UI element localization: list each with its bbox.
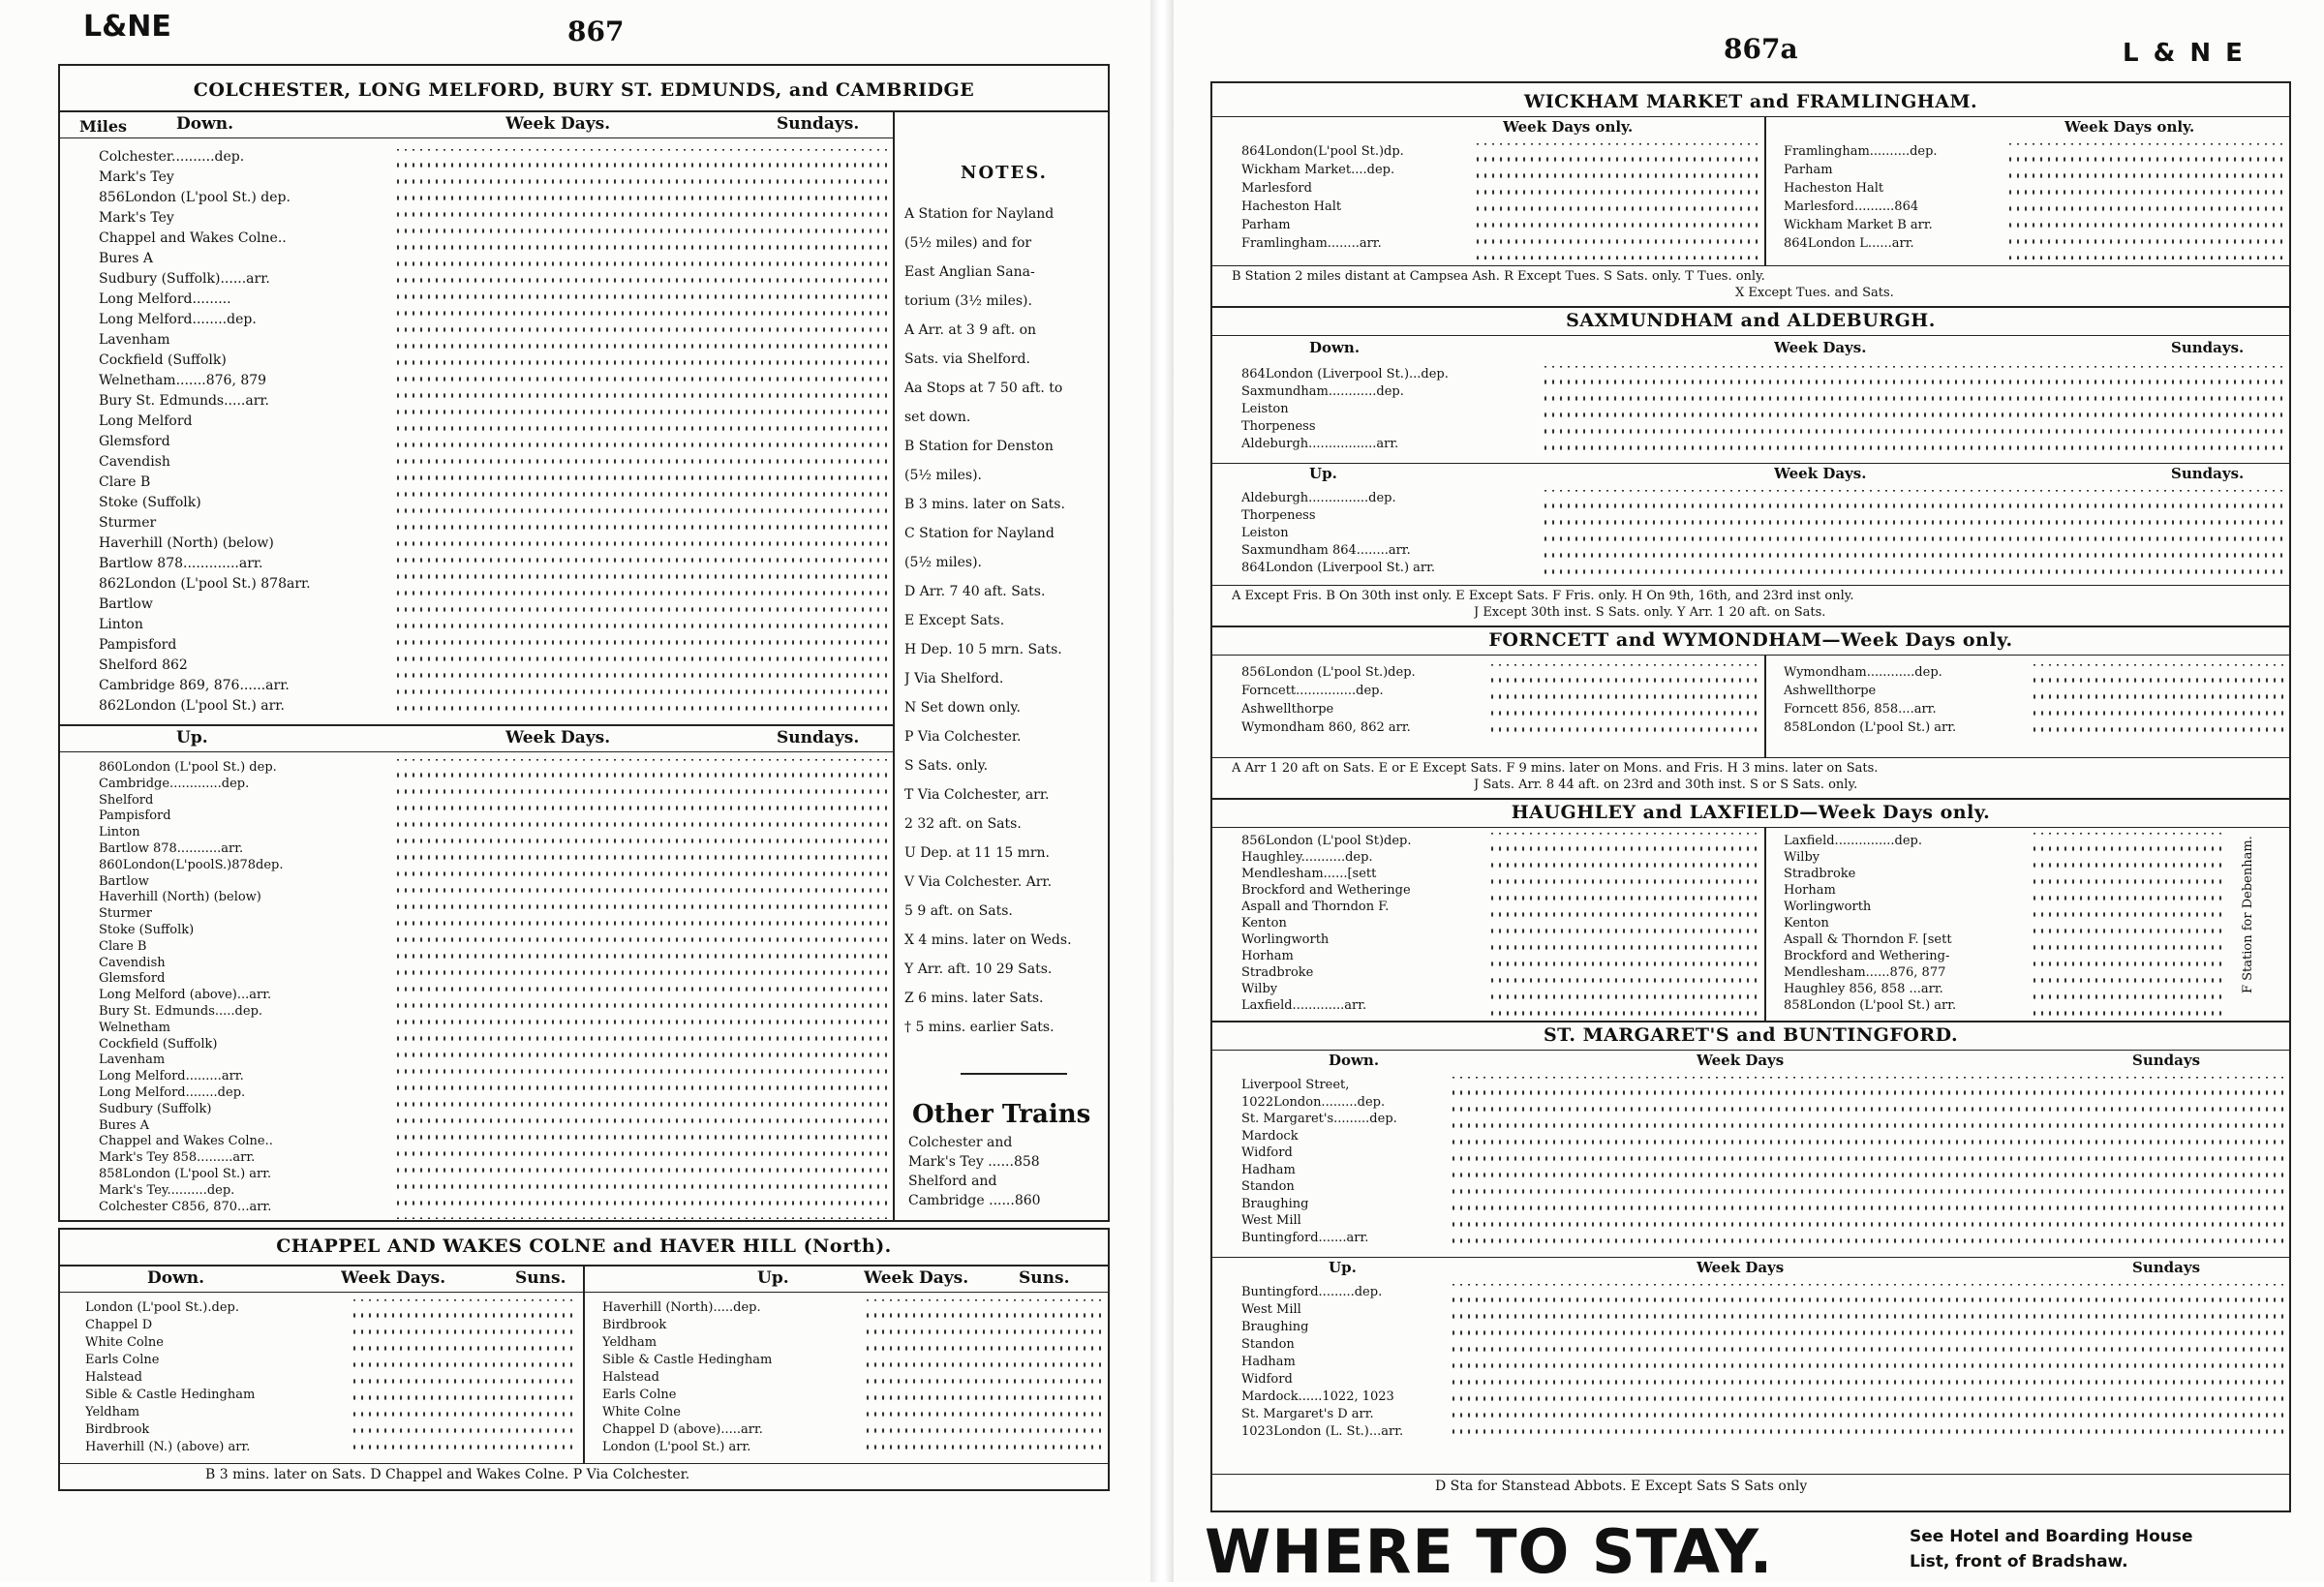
right-timetables <box>1210 81 2291 1512</box>
other-trains-line: Shelford and <box>908 1174 997 1189</box>
note-line: Aa Stops at 7 50 aft. to <box>904 381 1063 396</box>
station-name: West Mill <box>1241 1213 1301 1228</box>
station-name: Colchester C856, 870...arr. <box>99 1199 272 1214</box>
buntingford-foot: D Sta for Stanstead Abbots. E Except Sats S Sats only <box>1435 1479 1808 1494</box>
note-line: P Via Colchester. <box>904 729 1022 745</box>
station-name: Chappel D <box>85 1318 153 1332</box>
station-name: Sturmer <box>99 515 157 531</box>
note-line: Z 6 mins. later Sats. <box>904 991 1044 1006</box>
station-name: Earls Colne <box>602 1388 677 1402</box>
notes-list <box>904 206 1104 1058</box>
note-line: A Arr. at 3 9 aft. on <box>904 322 1037 338</box>
saxmundham-week-days: Week Days. <box>1774 339 1867 356</box>
station-name: Lavenham <box>99 332 170 348</box>
station-name: Bartlow <box>99 873 149 889</box>
station-name: Yeldham <box>602 1335 657 1350</box>
station-name: Long Melford........dep. <box>99 1085 246 1100</box>
saxmundham-up-stations <box>1241 490 1532 582</box>
forncett-up-grid <box>2031 664 2287 742</box>
station-name: Sible & Castle Hedingham <box>602 1353 773 1367</box>
station-name: 856London (L'pool St.) dep. <box>99 190 290 205</box>
station-name: Birdbrook <box>85 1422 150 1437</box>
chappel-title: CHAPPEL AND WAKES COLNE and HAVER HILL (North). <box>276 1236 892 1257</box>
left-page-number: 867 <box>567 15 625 47</box>
station-name: Cavendish <box>99 454 170 470</box>
note-line: T Via Colchester, arr. <box>904 787 1050 803</box>
chappel-haverhill-timetable <box>58 1228 1110 1491</box>
saxmundham-down-label: Down. <box>1309 339 1361 356</box>
haughley-title: HAUGHLEY and LAXFIELD—Week Days only. <box>1511 802 1991 823</box>
station-name: Haverhill (North).....dep. <box>602 1300 761 1315</box>
buntingford-down-stations <box>1241 1077 1445 1251</box>
station-name: Marlesford <box>1241 181 1312 196</box>
station-name: 1022London.........dep. <box>1241 1094 1386 1110</box>
station-name: Mardock <box>1241 1128 1299 1144</box>
station-name: Long Melford <box>99 413 193 429</box>
up-times-grid <box>394 759 888 1219</box>
station-name: Parham <box>1784 163 1833 177</box>
wickham-week-days: Week Days only. <box>1503 118 1634 136</box>
station-name: Colchester..........dep. <box>99 149 245 165</box>
haughley-down-grid <box>1488 833 1759 1017</box>
station-name: St. Margaret's D arr. <box>1241 1407 1374 1421</box>
buntingford-down-grid <box>1450 1077 2287 1251</box>
station-name: 864London (Liverpool St.)...dep. <box>1241 367 1449 381</box>
chappel-up-stations <box>602 1299 864 1459</box>
where-to-stay-line1: See Hotel and Boarding House <box>1910 1528 2193 1546</box>
station-name: Birdbrook <box>602 1318 667 1332</box>
station-name: Pampisford <box>99 637 177 653</box>
station-name: Haverhill (North) (below) <box>99 890 261 905</box>
left-page <box>0 0 1150 1582</box>
haughley-down-stations <box>1241 833 1483 1017</box>
note-line: torium (3½ miles). <box>904 293 1032 309</box>
station-name: Welnetham <box>99 1020 170 1035</box>
saxmundham-down-grid <box>1542 366 2287 458</box>
station-name: St. Margaret's.........dep. <box>1241 1112 1397 1126</box>
right-page <box>1174 0 2324 1587</box>
chappel-up-week-days: Week Days. <box>864 1268 969 1288</box>
note-line: A Station for Nayland <box>904 206 1055 222</box>
station-name: Aspall & Thorndon F. [sett <box>1784 932 1952 947</box>
station-name: Stradbroke <box>1241 965 1314 980</box>
station-name: Yeldham <box>85 1405 140 1419</box>
wickham-up-stations <box>1784 143 2006 259</box>
station-name: Glemsford <box>99 971 166 987</box>
right-page-number: 867a <box>1724 33 1798 65</box>
page-gutter <box>1150 0 1174 1582</box>
note-line: (5½ miles). <box>904 555 983 570</box>
up-sundays-label: Sundays. <box>777 728 860 748</box>
buntingford-up-grid <box>1450 1284 2287 1444</box>
station-name: Stoke (Suffolk) <box>99 923 195 937</box>
station-name: Hacheston Halt <box>1784 181 1884 196</box>
station-name: Mendlesham......[sett <box>1241 867 1377 881</box>
forncett-foot1: A Arr 1 20 aft on Sats. E or E Except Sats. F 9 mins. later on Mons. and Fris. H 3 mins. later on Sats. <box>1232 761 1879 776</box>
station-name: Bartlow 878.............arr. <box>99 556 263 571</box>
station-name: 862London (L'pool St.) 878arr. <box>99 576 311 592</box>
other-trains-title: Other Trains <box>912 1100 1091 1129</box>
station-name: Glemsford <box>99 434 170 449</box>
station-name: Brockford and Wethering- <box>1784 949 1950 963</box>
station-name: Welnetham.......876, 879 <box>99 373 267 388</box>
station-name: Worlingworth <box>1784 900 1872 914</box>
station-name: Linton <box>99 617 143 632</box>
station-name: Saxmundham............dep. <box>1241 384 1404 399</box>
station-name: Aldeburgh...............dep. <box>1241 491 1396 505</box>
buntingford-up-week-days: Week Days <box>1697 1259 1785 1276</box>
forncett-up-stations <box>1784 664 2026 742</box>
other-trains-line: Mark's Tey ......858 <box>908 1154 1040 1170</box>
station-name: Sudbury (Suffolk) <box>99 1101 212 1116</box>
station-name: Long Melford......... <box>99 291 231 307</box>
station-name: 864London(L'pool St.)dp. <box>1241 144 1404 159</box>
note-line: East Anglian Sana- <box>904 264 1035 280</box>
down-times-grid <box>394 149 888 720</box>
station-name: White Colne <box>85 1335 164 1350</box>
station-name: Ashwellthorpe <box>1241 702 1334 717</box>
chappel-suns: Suns. <box>515 1268 566 1288</box>
station-name: Stoke (Suffolk) <box>99 495 201 510</box>
note-line: V Via Colchester. Arr. <box>904 874 1053 890</box>
saxmundham-foot1: A Except Fris. B On 30th inst only. E Except Sats. F Fris. only. H On 9th, 16th, and 23rd inst only. <box>1232 589 1854 603</box>
station-name: Leiston <box>1241 526 1289 540</box>
station-name: Haughley 856, 858 ...arr. <box>1784 982 1943 996</box>
station-name: 1023London (L. St.)...arr. <box>1241 1424 1404 1439</box>
right-company: L & N E <box>2123 39 2246 68</box>
saxmundham-up-label: Up. <box>1309 465 1337 482</box>
station-name: Chappel and Wakes Colne.. <box>99 230 287 246</box>
station-name: Long Melford (above)...arr. <box>99 988 272 1003</box>
note-line: B Station for Denston <box>904 439 1054 454</box>
up-station-list <box>99 759 389 1222</box>
buntingford-sundays: Sundays <box>2132 1052 2201 1069</box>
station-name: Brockford and Wetheringe <box>1241 883 1411 898</box>
other-trains-list <box>908 1135 1102 1222</box>
note-line: 2 32 aft. on Sats. <box>904 816 1022 832</box>
left-company: L&NE <box>83 10 171 44</box>
note-line: D Arr. 7 40 aft. Sats. <box>904 584 1046 599</box>
station-name: Leiston <box>1241 402 1289 416</box>
chappel-up-suns: Suns. <box>1019 1268 1070 1288</box>
wickham-down-stations <box>1241 143 1474 259</box>
station-name: Long Melford.........arr. <box>99 1069 244 1084</box>
station-name: Sudbury (Suffolk)......arr. <box>99 271 270 287</box>
station-name: Bury St. Edmunds.....dep. <box>99 1004 263 1019</box>
station-name: West Mill <box>1241 1302 1301 1317</box>
note-line: (5½ miles) and for <box>904 235 1032 251</box>
station-name: Laxfield.............arr. <box>1241 998 1367 1013</box>
station-name: 856London (L'pool St)dep. <box>1241 834 1412 848</box>
note-line: J Via Shelford. <box>904 671 1004 687</box>
sundays-label: Sundays. <box>777 114 860 134</box>
station-name: Mark's Tey <box>99 169 174 185</box>
main-title: COLCHESTER, LONG MELFORD, BURY ST. EDMUNDS, and CAMBRIDGE <box>193 79 975 101</box>
buntingford-title: ST. MARGARET'S and BUNTINGFORD. <box>1543 1024 1959 1046</box>
station-name: Wymondham 860, 862 arr. <box>1241 720 1411 735</box>
station-name: Mark's Tey <box>99 210 174 226</box>
station-name: Saxmundham 864........arr. <box>1241 543 1411 558</box>
note-line: B 3 mins. later on Sats. <box>904 497 1065 512</box>
station-name: Mendlesham......876, 877 <box>1784 965 1946 980</box>
wickham-foot2: X Except Tues. and Sats. <box>1735 286 1894 300</box>
station-name: Kenton <box>1784 916 1829 931</box>
station-name: Widford <box>1241 1145 1293 1160</box>
note-line: E Except Sats. <box>904 613 1005 628</box>
station-name: Cockfield (Suffolk) <box>99 1036 218 1052</box>
up-label: Up. <box>176 728 208 748</box>
buntingford-down-label: Down. <box>1329 1052 1380 1069</box>
where-to-stay-line2: List, front of Bradshaw. <box>1910 1553 2128 1572</box>
station-name: 862London (L'pool St.) arr. <box>99 698 285 714</box>
note-line: (5½ miles). <box>904 468 983 483</box>
station-name: London (L'pool St.) arr. <box>602 1440 751 1454</box>
station-name: Bartlow 878...........arr. <box>99 841 244 856</box>
station-name: Mark's Tey 858.........arr. <box>99 1150 256 1166</box>
station-name: Aspall and Thorndon F. <box>1241 900 1390 914</box>
station-name: Haverhill (N.) (above) arr. <box>85 1440 251 1454</box>
station-name: 856London (L'pool St.)dep. <box>1241 665 1416 680</box>
station-name: Halstead <box>602 1370 659 1385</box>
forncett-title: FORNCETT and WYMONDHAM—Week Days only. <box>1488 629 2013 651</box>
station-name: Bures A <box>99 1117 150 1133</box>
station-name: Chappel D (above).....arr. <box>602 1422 763 1437</box>
note-line: Y Arr. aft. 10 29 Sats. <box>904 961 1053 977</box>
station-name: 864London L......arr. <box>1784 236 1914 251</box>
station-name: 858London (L'pool St.) arr. <box>99 1167 272 1181</box>
station-name: Clare B <box>99 474 151 490</box>
up-week-days-label: Week Days. <box>505 728 611 748</box>
station-name: 858London (L'pool St.) arr. <box>1784 998 1957 1013</box>
station-name: Framlingham........arr. <box>1241 236 1382 251</box>
station-name: 864London (Liverpool St.) arr. <box>1241 561 1436 575</box>
note-line: U Dep. at 11 15 mrn. <box>904 845 1051 861</box>
station-name: Cockfield (Suffolk) <box>99 352 227 368</box>
note-line: Sats. via Shelford. <box>904 351 1030 367</box>
saxmundham-sundays: Sundays. <box>2171 339 2245 356</box>
station-name: Lavenham <box>99 1053 166 1068</box>
station-name: Worlingworth <box>1241 932 1330 947</box>
station-name: Kenton <box>1241 916 1287 931</box>
chappel-footer: B 3 mins. later on Sats. D Chappel and Wakes Colne. P Via Colchester. <box>205 1467 690 1482</box>
station-name: Bartlow <box>99 596 153 612</box>
note-line: 5 9 aft. on Sats. <box>904 903 1013 919</box>
station-name: Chappel and Wakes Colne.. <box>99 1134 273 1149</box>
station-name: Aldeburgh.................arr. <box>1241 437 1399 451</box>
buntingford-up-stations <box>1241 1284 1445 1444</box>
forncett-down-grid <box>1488 664 1759 742</box>
haughley-up-grid <box>2031 833 2224 1017</box>
station-name: Halstead <box>85 1370 142 1385</box>
where-to-stay-title: WHERE TO STAY. <box>1205 1516 1774 1587</box>
station-name: Liverpool Street, <box>1241 1078 1350 1092</box>
station-name: Wickham Market....dep. <box>1241 163 1395 177</box>
station-name: London (L'pool St.).dep. <box>85 1300 239 1315</box>
other-trains-line: Colchester and <box>908 1135 1013 1150</box>
station-name: White Colne <box>602 1405 681 1419</box>
note-line: X 4 mins. later on Weds. <box>904 932 1072 948</box>
chappel-down-grid <box>351 1299 578 1459</box>
wickham-title: WICKHAM MARKET and FRAMLINGHAM. <box>1523 91 1978 112</box>
station-name: Hadham <box>1241 1355 1296 1369</box>
note-line: S Sats. only. <box>904 758 989 774</box>
note-line: C Station for Nayland <box>904 526 1055 541</box>
station-name: Cambridge 869, 876......arr. <box>99 678 290 693</box>
forncett-down-stations <box>1241 664 1483 742</box>
station-name: Cavendish <box>99 955 166 970</box>
station-name: Mardock......1022, 1023 <box>1241 1389 1394 1404</box>
station-name: Braughing <box>1241 1196 1309 1211</box>
other-trains-line: Cambridge ......860 <box>908 1193 1041 1208</box>
wickham-down-grid <box>1474 143 1759 259</box>
wickham-foot1: B Station 2 miles distant at Campsea Ash. R Except Tues. S Sats. only. T Tues. only. <box>1232 269 1765 284</box>
down-label: Down. <box>176 114 233 134</box>
station-name: Shelford 862 <box>99 657 188 673</box>
notes-heading: NOTES. <box>961 163 1048 183</box>
station-name: Ashwellthorpe <box>1784 684 1877 698</box>
station-name: Framlingham..........dep. <box>1784 144 1938 159</box>
station-name: Long Melford........dep. <box>99 312 257 327</box>
station-name: Horham <box>1784 883 1836 898</box>
station-name: Buntingford.........dep. <box>1241 1285 1383 1299</box>
note-line: † 5 mins. earlier Sats. <box>904 1020 1055 1035</box>
down-station-list <box>99 149 389 720</box>
station-name: Marlesford..........864 <box>1784 199 1919 214</box>
station-name: Buntingford.......arr. <box>1241 1230 1369 1245</box>
station-name: Pampisford <box>99 809 171 824</box>
station-name: Hacheston Halt <box>1241 199 1342 214</box>
saxmundham-up-grid <box>1542 490 2287 582</box>
station-name: Forncett...............dep. <box>1241 684 1384 698</box>
chappel-week-days: Week Days. <box>341 1268 446 1288</box>
station-name: Bures A <box>99 251 154 266</box>
station-name: Wilby <box>1241 982 1278 996</box>
saxmundham-up-week-days: Week Days. <box>1774 465 1867 482</box>
haughley-side-note: F Station for Debenham. <box>2241 836 2255 993</box>
wickham-up-week-days: Week Days only. <box>2064 118 2195 136</box>
station-name: Linton <box>99 825 140 840</box>
station-name: Clare B <box>99 938 147 954</box>
station-name: Haverhill (North) (below) <box>99 535 274 551</box>
chappel-up-grid <box>864 1299 1101 1459</box>
wickham-up-grid <box>2006 143 2287 259</box>
station-name: Wickham Market B arr. <box>1784 218 1933 232</box>
station-name: Earls Colne <box>85 1353 160 1367</box>
station-name: Cambridge.............dep. <box>99 776 250 791</box>
buntingford-up-sundays: Sundays <box>2132 1259 2201 1276</box>
saxmundham-up-sundays: Sundays. <box>2171 465 2245 482</box>
station-name: 858London (L'pool St.) arr. <box>1784 720 1957 735</box>
saxmundham-foot2: J Except 30th inst. S Sats. only. Y Arr. 1 20 aft. on Sats. <box>1474 605 1826 620</box>
saxmundham-title: SAXMUNDHAM and ALDEBURGH. <box>1566 310 1936 331</box>
station-name: Standon <box>1241 1179 1295 1194</box>
miles-label: Miles <box>79 118 128 135</box>
station-name: Shelford <box>99 792 154 808</box>
station-name: Parham <box>1241 218 1291 232</box>
station-name: 860London (L'pool St.) dep. <box>99 760 277 775</box>
station-name: Braughing <box>1241 1320 1309 1334</box>
chappel-down-label: Down. <box>147 1268 204 1288</box>
station-name: Mark's Tey..........dep. <box>99 1182 235 1198</box>
station-name: Wilby <box>1784 850 1820 865</box>
week-days-label: Week Days. <box>505 114 611 134</box>
station-name: Haughley...........dep. <box>1241 850 1373 865</box>
station-name: 860London(L'poolS.)878dep. <box>99 857 284 872</box>
station-name: Hadham <box>1241 1162 1296 1177</box>
haughley-up-stations <box>1784 833 2026 1017</box>
note-line: set down. <box>904 410 971 425</box>
station-name: Stradbroke <box>1784 867 1856 881</box>
note-line: N Set down only. <box>904 700 1021 716</box>
station-name: Thorpeness <box>1241 419 1316 434</box>
main-timetable <box>58 64 1110 1222</box>
buntingford-up-label: Up. <box>1329 1259 1357 1276</box>
station-name: Widford <box>1241 1372 1293 1387</box>
station-name: Sturmer <box>99 906 152 922</box>
chappel-down-stations <box>85 1299 347 1459</box>
forncett-foot2: J Sats. Arr. 8 44 aft. on 23rd and 30th inst. S or S Sats. only. <box>1474 778 1858 792</box>
chappel-up-label: Up. <box>757 1268 789 1288</box>
station-name: Sible & Castle Hedingham <box>85 1388 256 1402</box>
station-name: Horham <box>1241 949 1294 963</box>
station-name: Bury St. Edmunds.....arr. <box>99 393 270 409</box>
station-name: Wymondham............dep. <box>1784 665 1942 680</box>
station-name: Forncett 856, 858....arr. <box>1784 702 1937 717</box>
station-name: Laxfield...............dep. <box>1784 834 1923 848</box>
saxmundham-down-stations <box>1241 366 1532 458</box>
note-line: H Dep. 10 5 mrn. Sats. <box>904 642 1062 657</box>
station-name: Standon <box>1241 1337 1295 1352</box>
buntingford-week-days: Week Days <box>1697 1052 1785 1069</box>
station-name: Thorpeness <box>1241 508 1316 523</box>
